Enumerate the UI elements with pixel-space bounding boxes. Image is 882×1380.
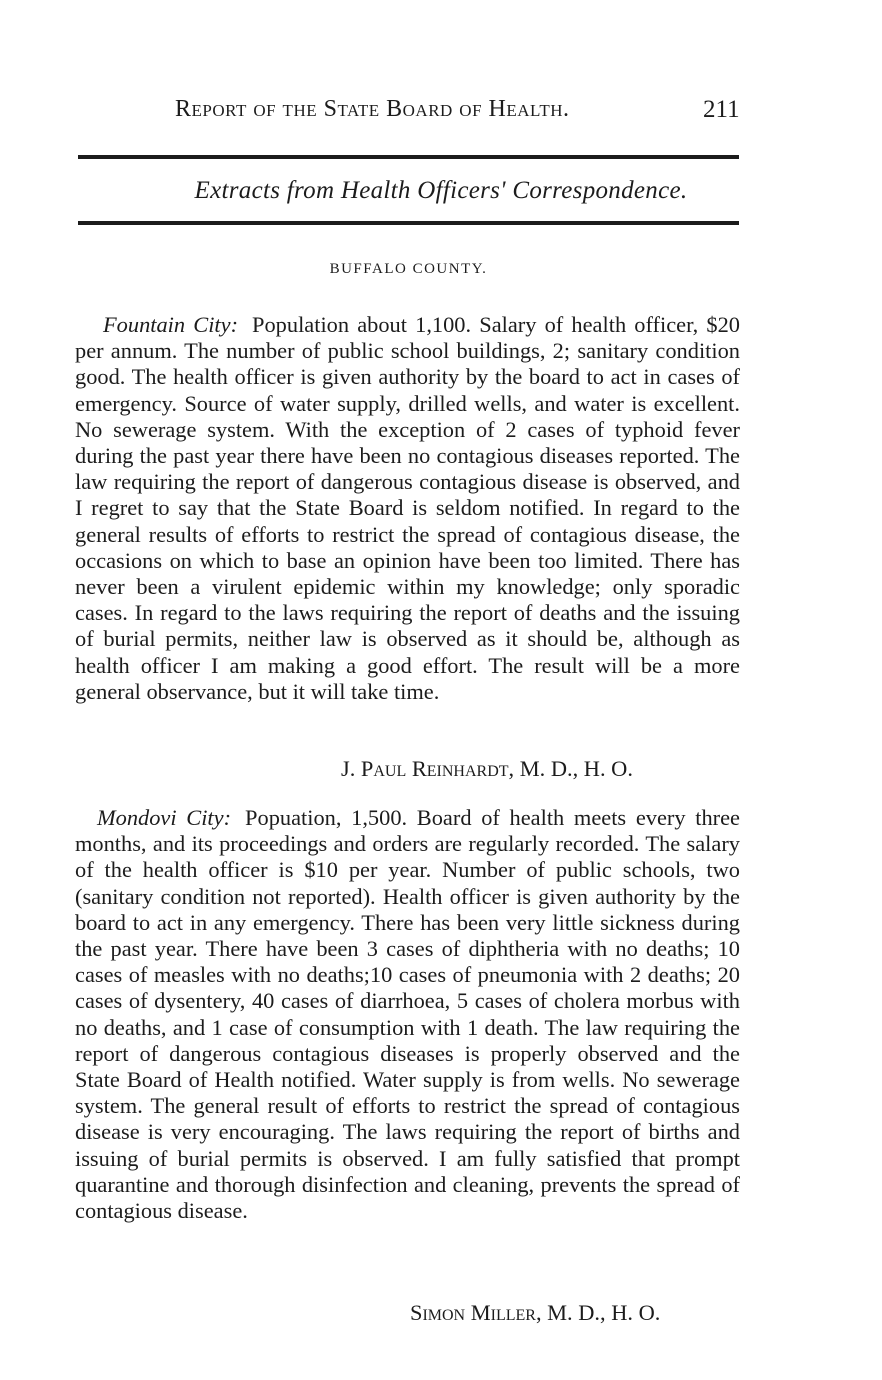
- county-heading: BUFFALO COUNTY.: [329, 261, 488, 277]
- letter-mondovi-city: [75, 805, 740, 1224]
- letter-body: Popuation, 1,500. Board of health meets every three months, and its proceedings and orders are regularly recorded. The salary of the health officer is $10 per year. Number of public schools, two (sanitary condition not reported). Health officer is given authority by the board to act in any emergency. There has been very little sickness during the past year. There have been 3 cases of diphtheria with no deaths; 10 cases of measles with no deaths;10 cases of pneumonia with 2 deaths; 20 cases of dysentery, 40 cases of diarrhoea, 5 cases of cholera morbus with no deaths, and 1 case of consumption with 1 death. The law requiring the report of dangerous contagious diseases is properly observed and the State Board of Health notified. Water supply is from wells. No sewerage system. The general result of efforts to restrict the spread of contagious disease is very encouraging. The laws requiring the report of births and issuing of burial permits is observed. I am fully satisfied that prompt quarantine and thorough disinfection and cleaning, prevents the spread of contagious disease.: [75, 805, 740, 1224]
- place-name: Mondovi City:: [97, 805, 232, 830]
- place-name: Fountain City:: [103, 312, 239, 337]
- section-title: Extracts from Health Officers' Correspondence.: [194, 177, 688, 204]
- top-rule: [78, 155, 739, 159]
- bottom-rule: [78, 221, 739, 225]
- letter-fountain-city: [75, 312, 740, 705]
- signature: Simon Miller, M. D., H. O.: [410, 1300, 661, 1325]
- letter-body: Population about 1,100. Salary of health officer, $20 per annum. The number of public school buildings, 2; sanitary condition good. The health officer is given authority by the board to act in cases of emergency. Source of water supply, drilled wells, and water is excellent. No sewerage system. With the exception of 2 cases of typhoid fever during the past year there have been no contagious diseases reported. The law requiring the report of dangerous contagious disease is observed, and I regret to say that the State Board is seldom notified. In regard to the general results of efforts to restrict the spread of contagious disease, the occasions on which to base an opinion have been too limited. There has never been a virulent epidemic within my knowledge; only sporadic cases. In regard to the laws requiring the report of deaths and the issuing of burial permits, neither law is observed as it should be, although as health officer I am making a good effort. The result will be a more general observance, but it will take time.: [75, 312, 740, 704]
- running-header: [0, 96, 882, 136]
- signature: J. Paul Reinhardt, M. D., H. O.: [341, 756, 633, 781]
- running-title: Report of the State Board of Health.: [175, 96, 570, 122]
- page-number: 211: [703, 96, 740, 123]
